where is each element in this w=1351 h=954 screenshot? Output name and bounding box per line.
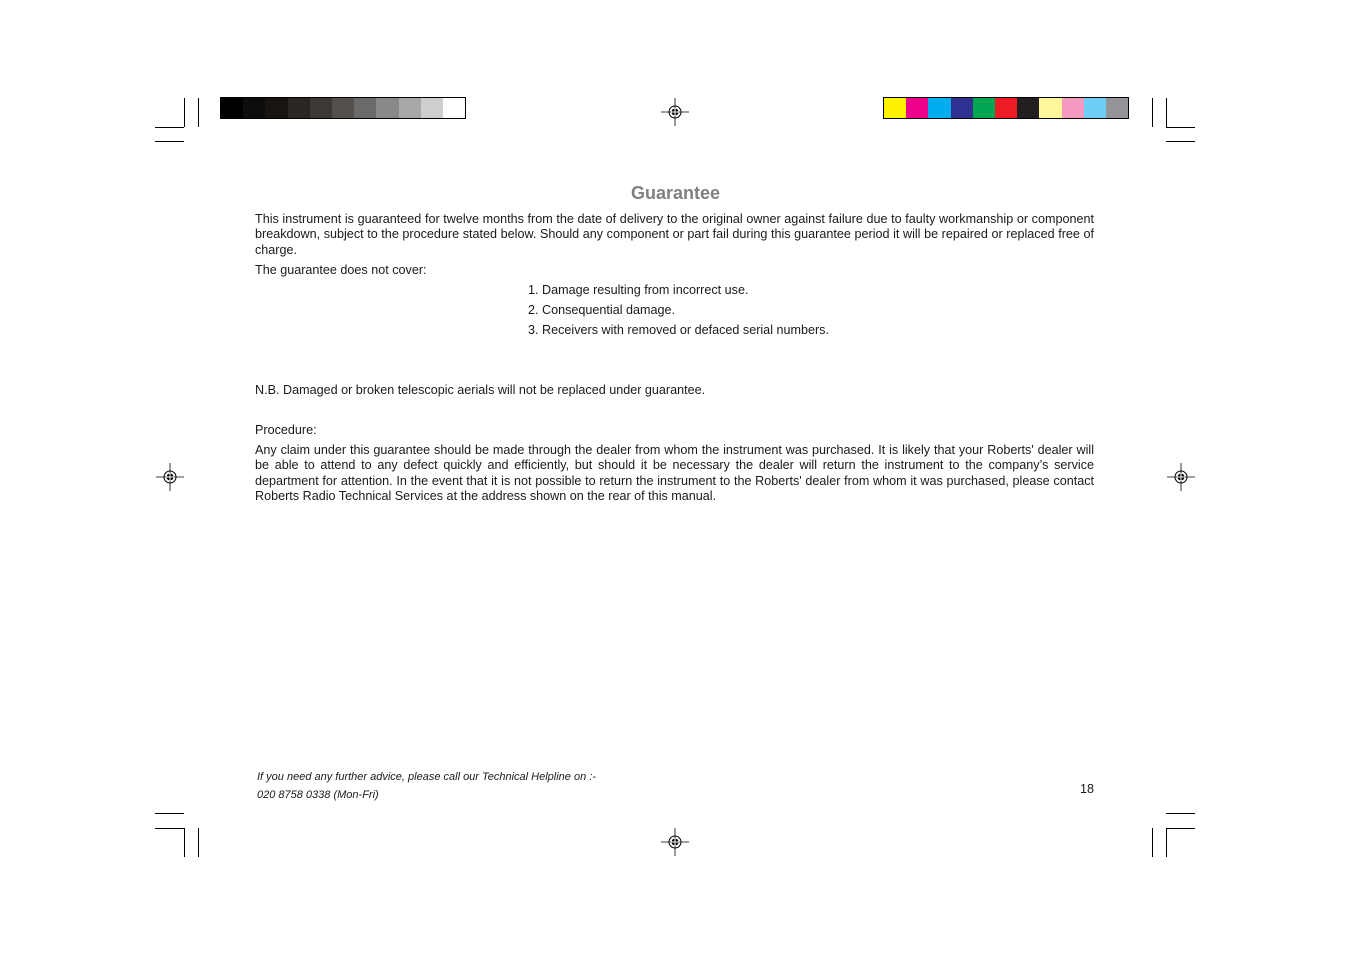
crop-mark — [1166, 127, 1195, 128]
color-swatch — [1062, 98, 1084, 118]
helpline-text: If you need any further advice, please call our Technical Helpline on :- — [257, 771, 596, 783]
color-swatch — [288, 98, 310, 118]
color-swatch — [332, 98, 354, 118]
crop-mark — [1166, 828, 1167, 857]
color-swatch — [310, 98, 332, 118]
color-swatch — [354, 98, 376, 118]
crop-mark — [155, 828, 184, 829]
registration-mark-icon — [156, 463, 184, 491]
crop-mark — [198, 828, 199, 857]
crop-mark — [1166, 98, 1167, 127]
color-swatch — [951, 98, 973, 118]
not-covered-heading: The guarantee does not cover: — [255, 263, 427, 277]
crop-mark — [155, 127, 184, 128]
color-swatch — [243, 98, 265, 118]
grayscale-calibration-bar — [220, 97, 466, 119]
crop-mark — [198, 98, 199, 127]
crop-mark — [184, 828, 185, 857]
color-swatch — [995, 98, 1017, 118]
color-calibration-bar — [883, 97, 1129, 119]
color-swatch — [221, 98, 243, 118]
color-swatch — [399, 98, 421, 118]
color-swatch — [421, 98, 443, 118]
crop-mark — [1166, 141, 1195, 142]
registration-mark-icon — [661, 828, 689, 856]
nb-note: N.B. Damaged or broken telescopic aerials will not be replaced under guarantee. — [255, 383, 706, 397]
list-item: 2. Consequential damage. — [528, 303, 676, 317]
page-title: Guarantee — [630, 183, 721, 203]
registration-mark-icon — [1167, 463, 1195, 491]
color-swatch — [906, 98, 928, 118]
color-swatch — [1039, 98, 1061, 118]
color-swatch — [1017, 98, 1039, 118]
color-swatch — [973, 98, 995, 118]
helpline-number: 020 8758 0338 (Mon-Fri) — [257, 789, 379, 801]
list-item: 1. Damage resulting from incorrect use. — [528, 283, 749, 297]
guarantee-intro: This instrument is guaranteed for twelve months from the date of delivery to the original owner against failure due to faulty workmanship or component breakdown, subject to the procedure stated below. Should any component or part fail during this guarantee period it will be repaired or replaced free of charge. — [255, 212, 1094, 257]
color-swatch — [1106, 98, 1128, 118]
crop-mark — [1152, 828, 1153, 857]
crop-mark — [1166, 813, 1195, 814]
procedure-heading: Procedure: — [255, 423, 317, 437]
crop-mark — [1166, 828, 1195, 829]
crop-mark — [1152, 98, 1153, 127]
color-swatch — [265, 98, 287, 118]
crop-mark — [184, 98, 185, 127]
procedure-text: Any claim under this guarantee should be made through the dealer from whom the instrument was purchased. It is likely that your Roberts' dealer will be able to attend to any defect quickly and efficiently, but should it be necessary the dealer will return the instrument to the company’s service department for attention. In the event that it is not possible to return the instrument to the Roberts' dealer from whom it was purchased, please contact Roberts Radio Technical Services at the address shown on the rear of this manual. — [255, 443, 1094, 503]
crop-mark — [155, 813, 184, 814]
color-swatch — [376, 98, 398, 118]
color-swatch — [1084, 98, 1106, 118]
color-swatch — [928, 98, 950, 118]
color-swatch — [443, 98, 465, 118]
page-number: 18 — [1080, 782, 1095, 796]
crop-mark — [155, 141, 184, 142]
registration-mark-icon — [661, 98, 689, 126]
list-item: 3. Receivers with removed or defaced serial numbers. — [528, 323, 829, 337]
color-swatch — [884, 98, 906, 118]
exclusions-list — [528, 283, 829, 343]
